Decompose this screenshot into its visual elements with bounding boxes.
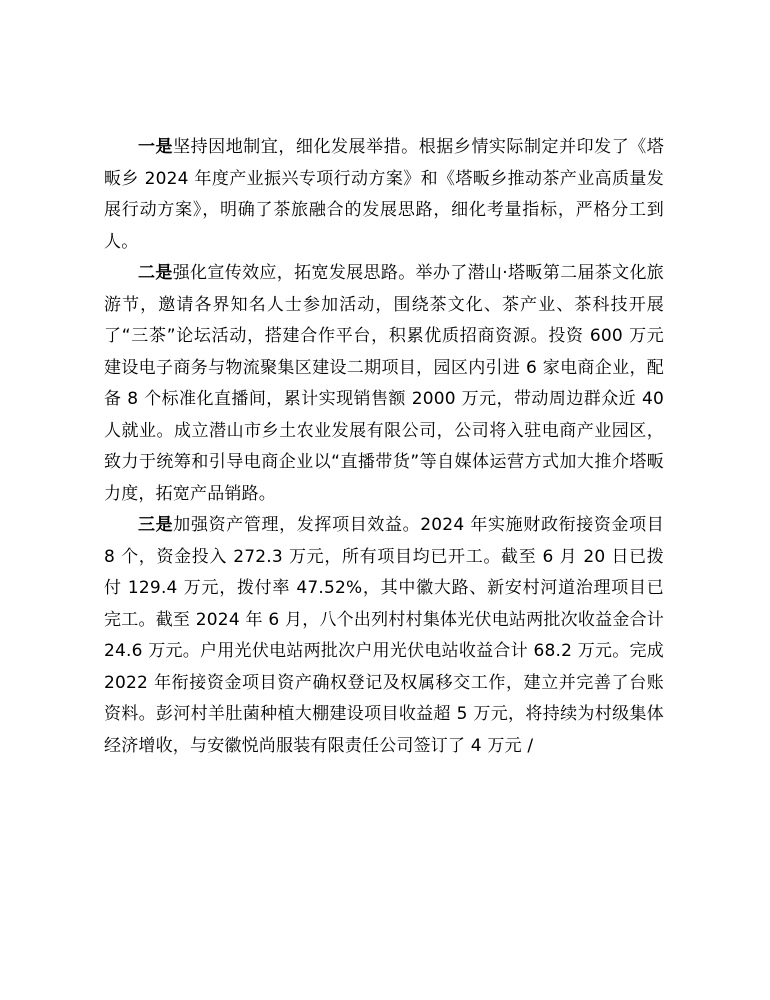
paragraph-1-text: 坚持因地制宜，细化发展举措。根据乡情实际制定并印发了《塔畈乡 2024 年度产业振兴专项行动方案》和《塔畈乡推动茶产业高质量发展行动方案》，明确了茶旅融合的发展思路，细化考量指标，严格分工到人。 <box>104 137 664 252</box>
paragraph-1-lead: 一是 <box>138 137 174 157</box>
paragraph-1 <box>104 132 664 258</box>
paragraph-3-lead: 三是 <box>138 515 174 535</box>
paragraph-2 <box>104 258 664 510</box>
paragraph-3-text: 加强资产管理，发挥项目效益。2024 年实施财政衔接资金项目 8 个，资金投入 272.3 万元，所有项目均已开工。截至 6 月 20 日已拨付 129.4 万元，拨付率 47.52%，其中徽大路、新安村河道治理项目已完工。截至 2024 年 6 月，八个出列村村集体光伏电站两批次收益金合计 24.6 万元。户用光伏电站两批次户用光伏电站收益合计 68.2 万元。完成 2022 年衔接资金项目资产确权登记及权属移交工作，建立并完善了台账资料。彭河村羊肚菌种植大棚建设项目收益超 5 万元，将持续为村级集体经济增收，与安徽悦尚服装有限责任公司签订了 4 万元 / <box>104 515 665 756</box>
paragraph-2-text: 强化宣传效应，拓宽发展思路。举办了潜山·塔畈第二届茶文化旅游节，邀请各界知名人士参加活动，围绕茶文化、茶产业、茶科技开展了“三茶”论坛活动，搭建合作平台，积累优质招商资源。投资 600 万元建设电子商务与物流聚集区建设二期项目，园区内引进 6 家电商企业，配备 8 个标准化直播间，累计实现销售额 2000 万元，带动周边群众近 40 人就业。成立潜山市乡土农业发展有限公司，公司将入驻电商产业园区，致力于统筹和引导电商企业以“直播带货”等自媒体运营方式加大推介塔畈力度，拓宽产品销路。 <box>104 263 665 504</box>
document-body <box>104 132 664 762</box>
paragraph-2-lead: 二是 <box>138 263 173 283</box>
paragraph-3 <box>104 510 664 762</box>
